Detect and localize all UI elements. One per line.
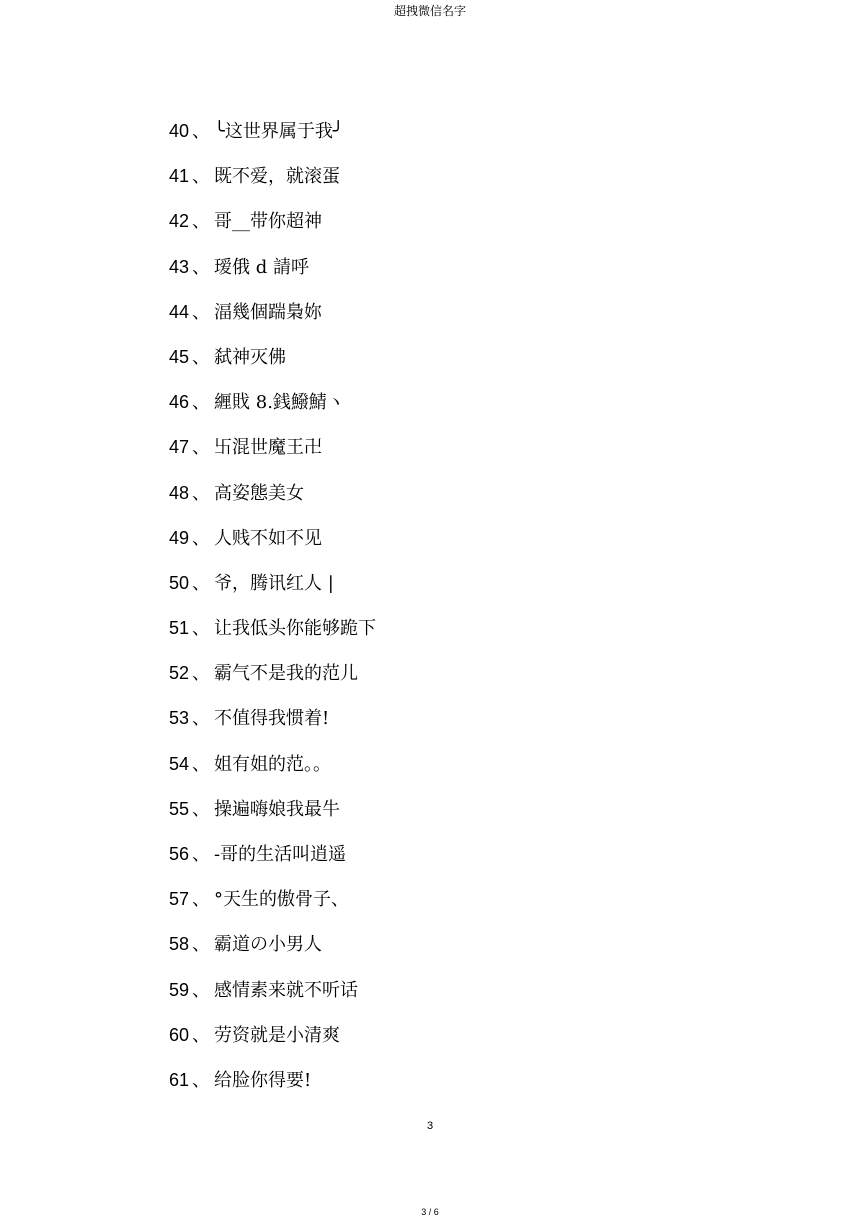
- item-text: 不值得我惯着!: [214, 708, 330, 730]
- item-text: 姐有姐的范。。: [214, 753, 332, 775]
- item-separator: 、: [192, 1069, 211, 1091]
- name-list: [169, 117, 376, 1111]
- item-number: 55: [169, 798, 190, 819]
- item-text: 弑神灭佛: [214, 346, 287, 368]
- item-text: 卐混世魔王卍: [214, 437, 323, 459]
- item-separator: 、: [192, 346, 211, 368]
- item-number: 59: [169, 979, 190, 1000]
- item-text: 霸气不是我的范儿: [214, 663, 359, 685]
- item-number: 49: [169, 527, 190, 548]
- list-item: [169, 479, 376, 524]
- item-number: 42: [169, 211, 190, 232]
- item-number: 60: [169, 1024, 190, 1045]
- list-item: [169, 524, 376, 569]
- list-item: [169, 704, 376, 749]
- item-number: 41: [169, 166, 190, 187]
- list-item: [169, 343, 376, 388]
- item-text: 哥__带你超神: [214, 211, 323, 233]
- item-separator: 、: [192, 889, 211, 911]
- item-text: 緾戝 8.銭鱍鯖ヽ: [214, 392, 345, 414]
- item-separator: 、: [192, 708, 211, 730]
- item-text: 爷，腾讯红人 |: [214, 572, 334, 594]
- item-separator: 、: [192, 572, 211, 594]
- item-number: 46: [169, 392, 190, 413]
- list-item: [169, 569, 376, 614]
- item-separator: 、: [192, 256, 211, 278]
- item-text: 既不爱，就滚蛋: [214, 166, 341, 188]
- item-text: 感情素来就不听话: [214, 979, 359, 1001]
- item-number: 61: [169, 1069, 190, 1090]
- item-text: 霸道の小男人: [214, 934, 323, 956]
- item-separator: 、: [192, 753, 211, 775]
- item-number: 53: [169, 708, 190, 729]
- list-item: [169, 795, 376, 840]
- item-separator: 、: [192, 979, 211, 1001]
- list-item: [169, 388, 376, 433]
- item-separator: 、: [192, 798, 211, 820]
- list-item: [169, 976, 376, 1021]
- list-item: [169, 840, 376, 885]
- item-text: ╰这世界属于我╯: [214, 121, 344, 142]
- item-number: 40: [169, 121, 190, 141]
- list-item: [169, 207, 376, 252]
- list-item: [169, 1021, 376, 1066]
- item-separator: 、: [192, 1024, 211, 1046]
- page-counter: 3 / 6: [421, 1207, 439, 1217]
- item-text: 瑷俄 d 請呼: [214, 256, 309, 278]
- item-number: 43: [169, 256, 190, 277]
- item-separator: 、: [192, 482, 211, 504]
- list-item: [169, 433, 376, 478]
- list-item: [169, 162, 376, 207]
- item-number: 58: [169, 934, 190, 955]
- list-item: [169, 298, 376, 343]
- item-number: 54: [169, 753, 190, 774]
- item-separator: 、: [192, 663, 211, 685]
- document-header-title: 超拽微信名字: [393, 4, 466, 18]
- item-text: 劳资就是小清爽: [214, 1024, 341, 1046]
- item-number: 48: [169, 482, 190, 503]
- list-item: [169, 614, 376, 659]
- item-text: -哥的生活叫逍遥: [214, 844, 347, 865]
- item-number: 57: [169, 889, 190, 910]
- item-separator: 、: [192, 618, 211, 640]
- list-item: [169, 930, 376, 975]
- item-number: 56: [169, 844, 190, 864]
- item-text: 高姿態美女: [214, 482, 305, 504]
- item-separator: 、: [192, 934, 211, 956]
- list-item: [169, 659, 376, 704]
- item-separator: 、: [192, 166, 211, 188]
- item-number: 50: [169, 572, 190, 593]
- item-number: 45: [169, 346, 190, 367]
- list-item: [169, 750, 376, 795]
- item-separator: 、: [192, 301, 211, 323]
- item-number: 44: [169, 301, 190, 322]
- item-text: 操遍嗨娘我最牛: [214, 798, 341, 820]
- item-number: 52: [169, 663, 190, 684]
- item-text: 人贱不如不见: [214, 527, 323, 549]
- list-item: [169, 117, 376, 162]
- page-number: 3: [426, 1120, 434, 1132]
- item-separator: 、: [192, 211, 211, 233]
- list-item: [169, 253, 376, 298]
- item-separator: 、: [192, 437, 211, 459]
- item-separator: 、: [192, 392, 211, 414]
- item-text: 湢幾個踹梟妳: [214, 301, 323, 323]
- item-separator: 、: [192, 844, 211, 865]
- list-item: [169, 885, 376, 930]
- item-text: 给脸你得要!: [214, 1069, 312, 1091]
- item-separator: 、: [192, 527, 211, 549]
- item-text: 让我低头你能够跪下: [214, 618, 377, 640]
- item-number: 47: [169, 437, 190, 458]
- item-separator: 、: [192, 121, 211, 142]
- item-text: °天生的傲骨子、: [214, 889, 350, 911]
- item-number: 51: [169, 618, 190, 639]
- list-item: [169, 1066, 376, 1111]
